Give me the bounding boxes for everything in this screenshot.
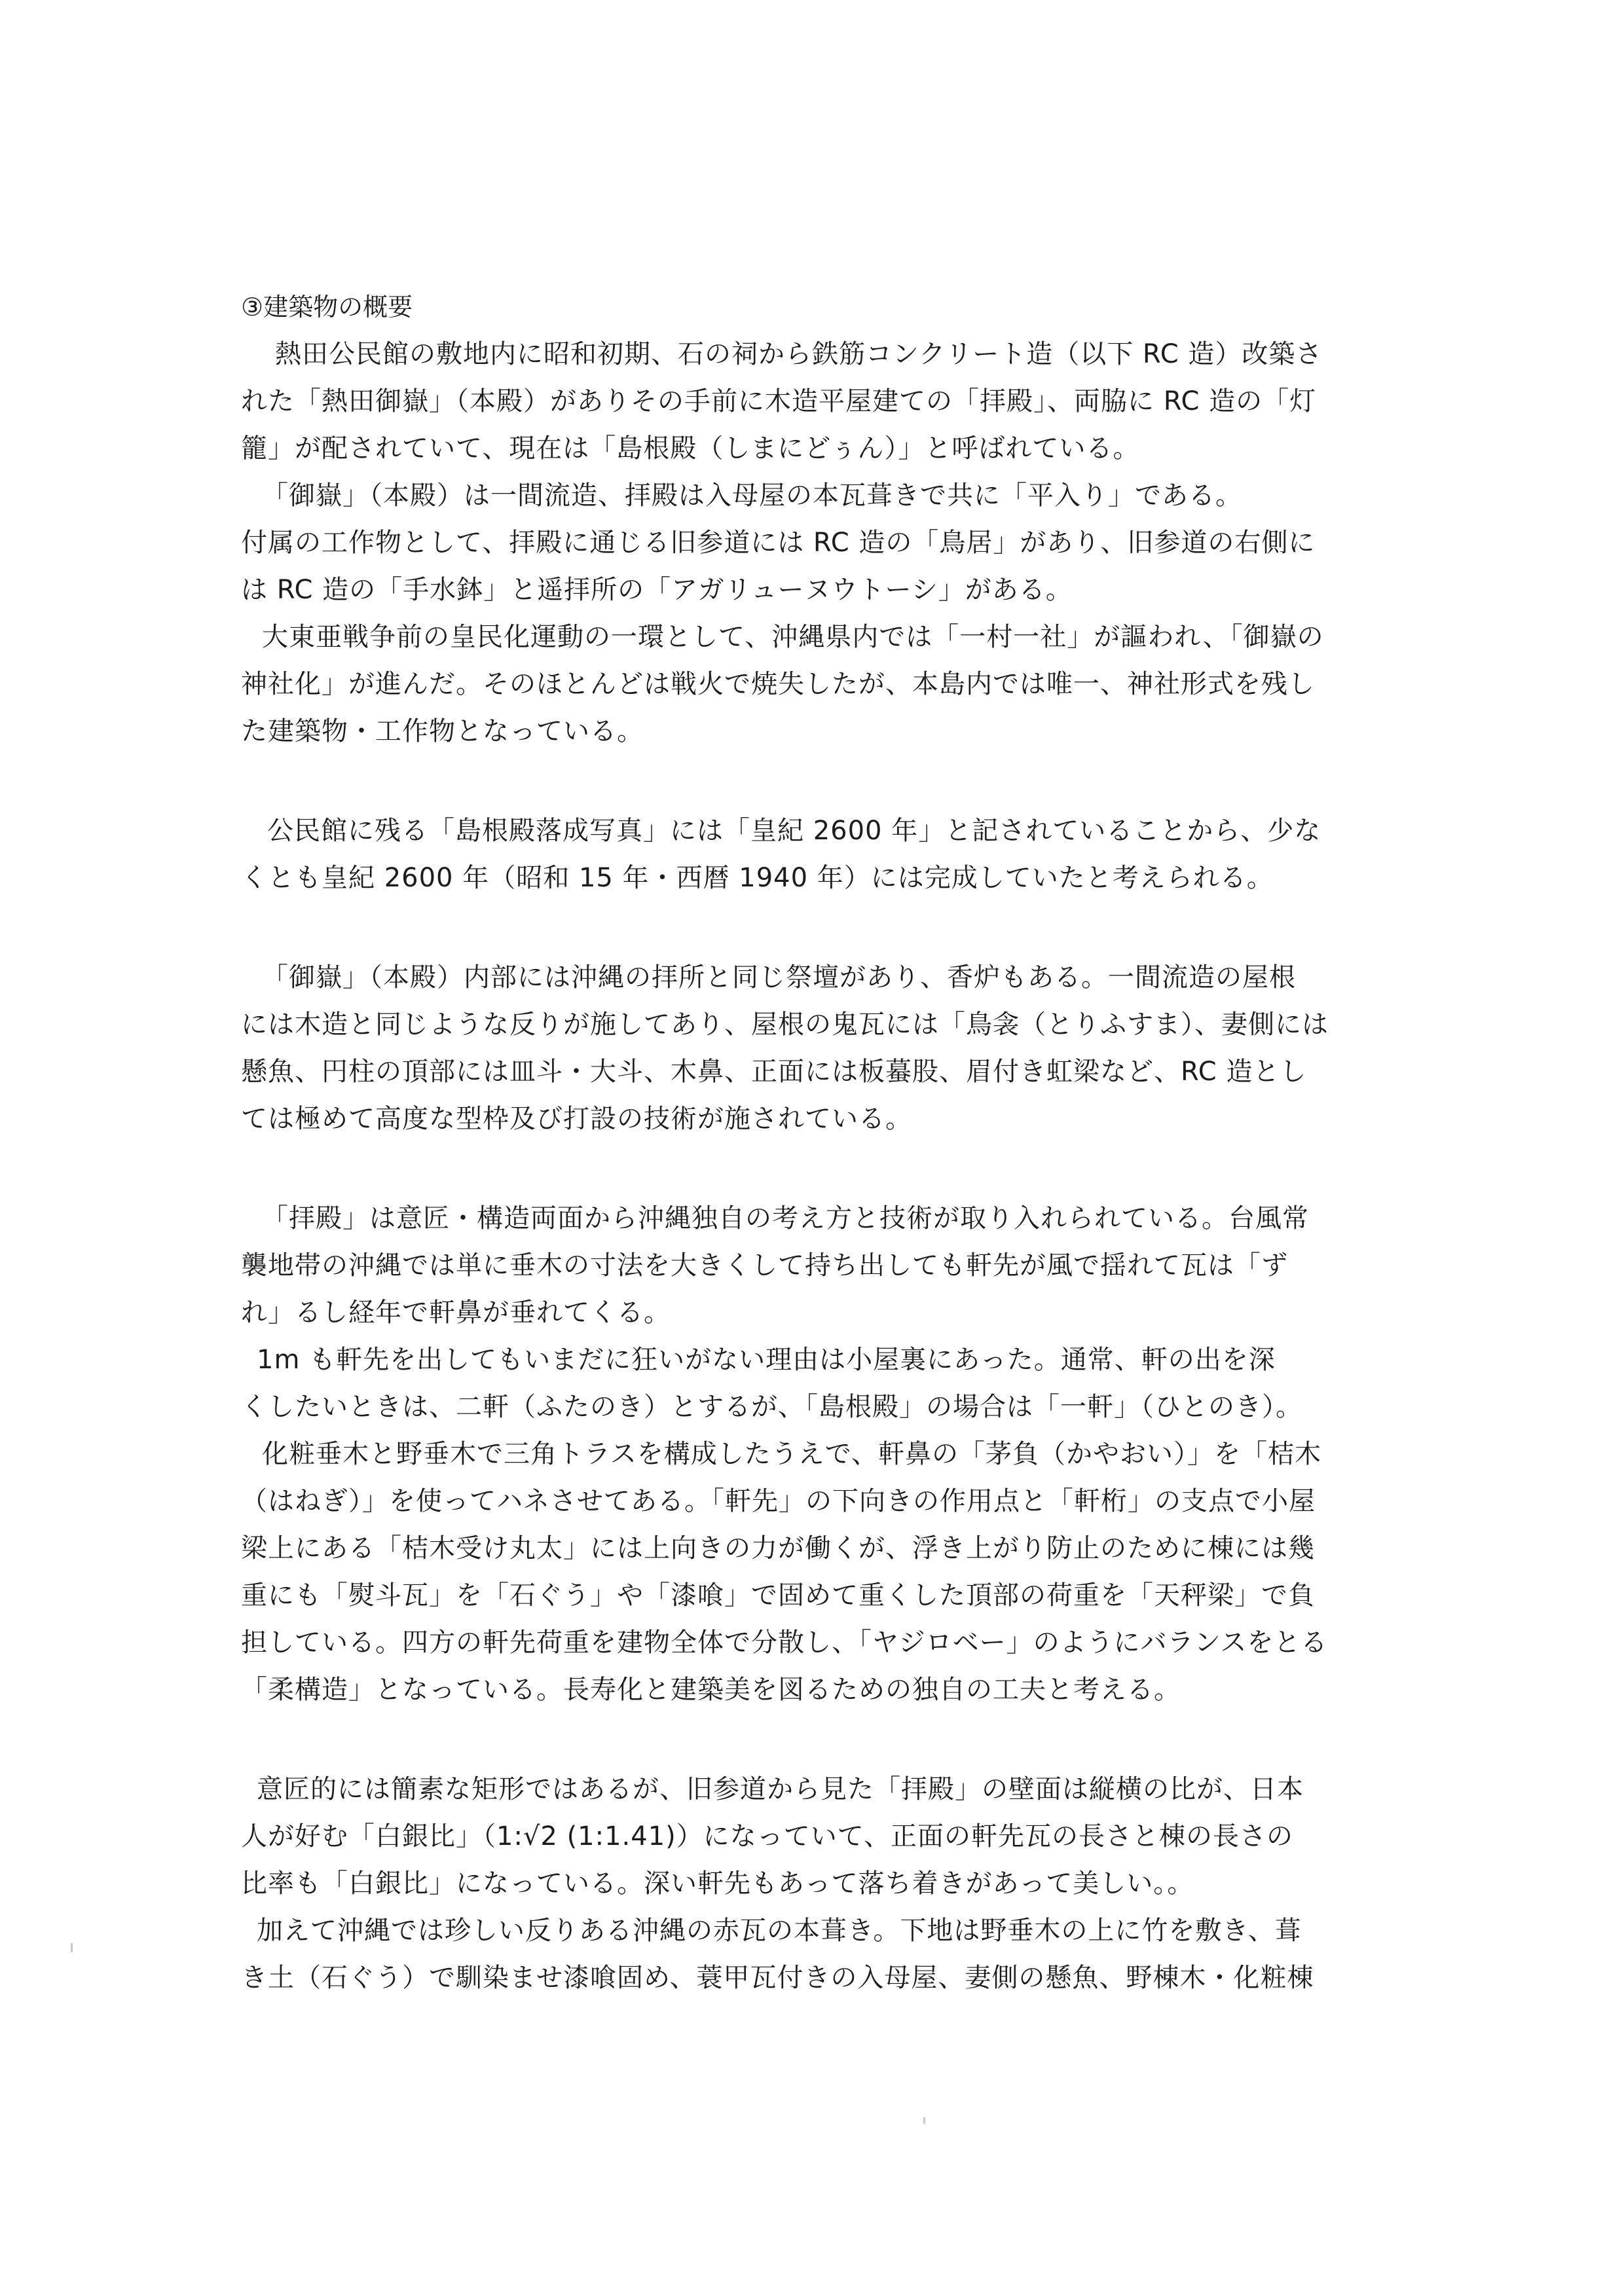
paragraph-line: れ」るし経年で軒鼻が垂れてくる。 <box>241 1298 671 1328</box>
paragraph-line: き土（石ぐう）で馴染ませ漆喰固め、蓑甲瓦付きの入母屋、妻側の懸魚、野棟木・化粧棟 <box>241 1963 1314 1993</box>
paragraph-line: 付属の工作物として、拝殿に通じる旧参道には RC 造の「鳥居」があり、旧参道の右側に <box>241 528 1316 558</box>
paragraph-line: 人が好む「白銀比」（1:√2 (1:1.41)）になっていて、正面の軒先瓦の長さと棟の長さの <box>241 1821 1293 1851</box>
paragraph-line: には木造と同じような反りが施してあり、屋根の鬼瓦には「鳥衾（とりふすま）、妻側には <box>241 1010 1329 1040</box>
paragraph-line: れた「熱田御嶽」（本殿）がありその手前に木造平屋建ての「拝殿」、両脇に RC 造の「灯 <box>241 386 1317 416</box>
paragraph-line: くしたいときは、二軒（ふたのき）とするが、「島根殿」の場合は「一軒」（ひとのき）。 <box>241 1392 1302 1422</box>
paragraph-line: は RC 造の「手水鉢」と遥拝所の「アガリューヌウトーシ」がある。 <box>241 575 1073 605</box>
paragraph-line: 「御嶽」（本殿）は一間流造、拝殿は入母屋の本瓦葺きで共に「平入り」である。 <box>262 481 1242 511</box>
paragraph-line: 加えて沖縄では珍しい反りある沖縄の赤瓦の本葺き。下地は野垂木の上に竹を敷き、葺 <box>257 1916 1302 1946</box>
paragraph-line: 大東亜戦争前の皇民化運動の一環として、沖縄県内では「一村一社」が謳われ、「御嶽の <box>262 622 1324 652</box>
paragraph-line: 熱田公民館の敷地内に昭和初期、石の祠から鉄筋コンクリート造（以下 RC 造）改築さ <box>275 339 1323 369</box>
paragraph-line: 公民館に残る「島根殿落成写真」には「皇紀 2600 年」と記されていることから、少な <box>267 816 1321 846</box>
paragraph-line: くとも皇紀 2600 年（昭和 15 年・西暦 1940 年）には完成していたと考えられる。 <box>241 863 1274 893</box>
paragraph-line: 「拝殿」は意匠・構造両面から沖縄独自の考え方と技術が取り入れられている。台風常 <box>262 1203 1309 1233</box>
scan-speck <box>71 1943 73 1952</box>
paragraph-line: 意匠的には簡素な矩形ではあるが、旧参道から見た「拝殿」の壁面は縦横の比が、日本 <box>257 1774 1304 1804</box>
paragraph-line: 「御嶽」（本殿）内部には沖縄の拝所と同じ祭壇があり、香炉もある。一間流造の屋根 <box>262 962 1296 993</box>
paragraph-line: 比率も「白銀比」になっている。深い軒先もあって落ち着きがあって美しい。。 <box>241 1868 1194 1899</box>
paragraph-line: 「柔構造」となっている。長寿化と建築美を図るための独自の工夫と考える。 <box>241 1675 1181 1705</box>
section-heading: ③建築物の概要 <box>241 293 413 321</box>
paragraph-line: 重にも「熨斗瓦」を「石ぐう」や「漆喰」で固めて重くした頂部の荷重を「天秤梁」で負 <box>241 1580 1315 1611</box>
paragraph-line: た建築物・工作物となっている。 <box>241 716 644 746</box>
paragraph-line: 懸魚、円柱の頂部には皿斗・大斗、木鼻、正面には板蟇股、眉付き虹梁など、RC 造とし <box>241 1057 1307 1087</box>
paragraph-line: 1m も軒先を出してもいまだに狂いがない理由は小屋裏にあった。通常、軒の出を深 <box>257 1345 1276 1375</box>
paragraph-line: 籠」が配されていて、現在は「島根殿（しまにどぅん）」と呼ばれている。 <box>241 433 1140 464</box>
paragraph-line: 梁上にある「桔木受け丸太」には上向きの力が働くが、浮き上がり防止のために棟には幾 <box>241 1533 1315 1563</box>
scan-speck <box>923 2117 925 2124</box>
paragraph-line: 神社化」が進んだ。そのほとんどは戦火で焼失したが、本島内では唯一、神社形式を残し <box>241 669 1315 699</box>
paragraph-line: ては極めて高度な型枠及び打設の技術が施されている。 <box>241 1104 912 1134</box>
paragraph-line: 担している。四方の軒先荷重を建物全体で分散し、「ヤジロベー」のようにバランスをとる <box>241 1628 1328 1658</box>
paragraph-line: 化粧垂木と野垂木で三角トラスを構成したうえで、軒鼻の「茅負（かやおい）」を「桔木 <box>262 1439 1321 1469</box>
paragraph-line: 襲地帯の沖縄では単に垂木の寸法を大きくして持ち出しても軒先が風で揺れて瓦は「ず <box>241 1250 1288 1281</box>
paragraph-line: （はねぎ）」を使ってハネさせてある。「軒先」の下向きの作用点と「軒桁」の支点で小屋 <box>241 1486 1316 1516</box>
